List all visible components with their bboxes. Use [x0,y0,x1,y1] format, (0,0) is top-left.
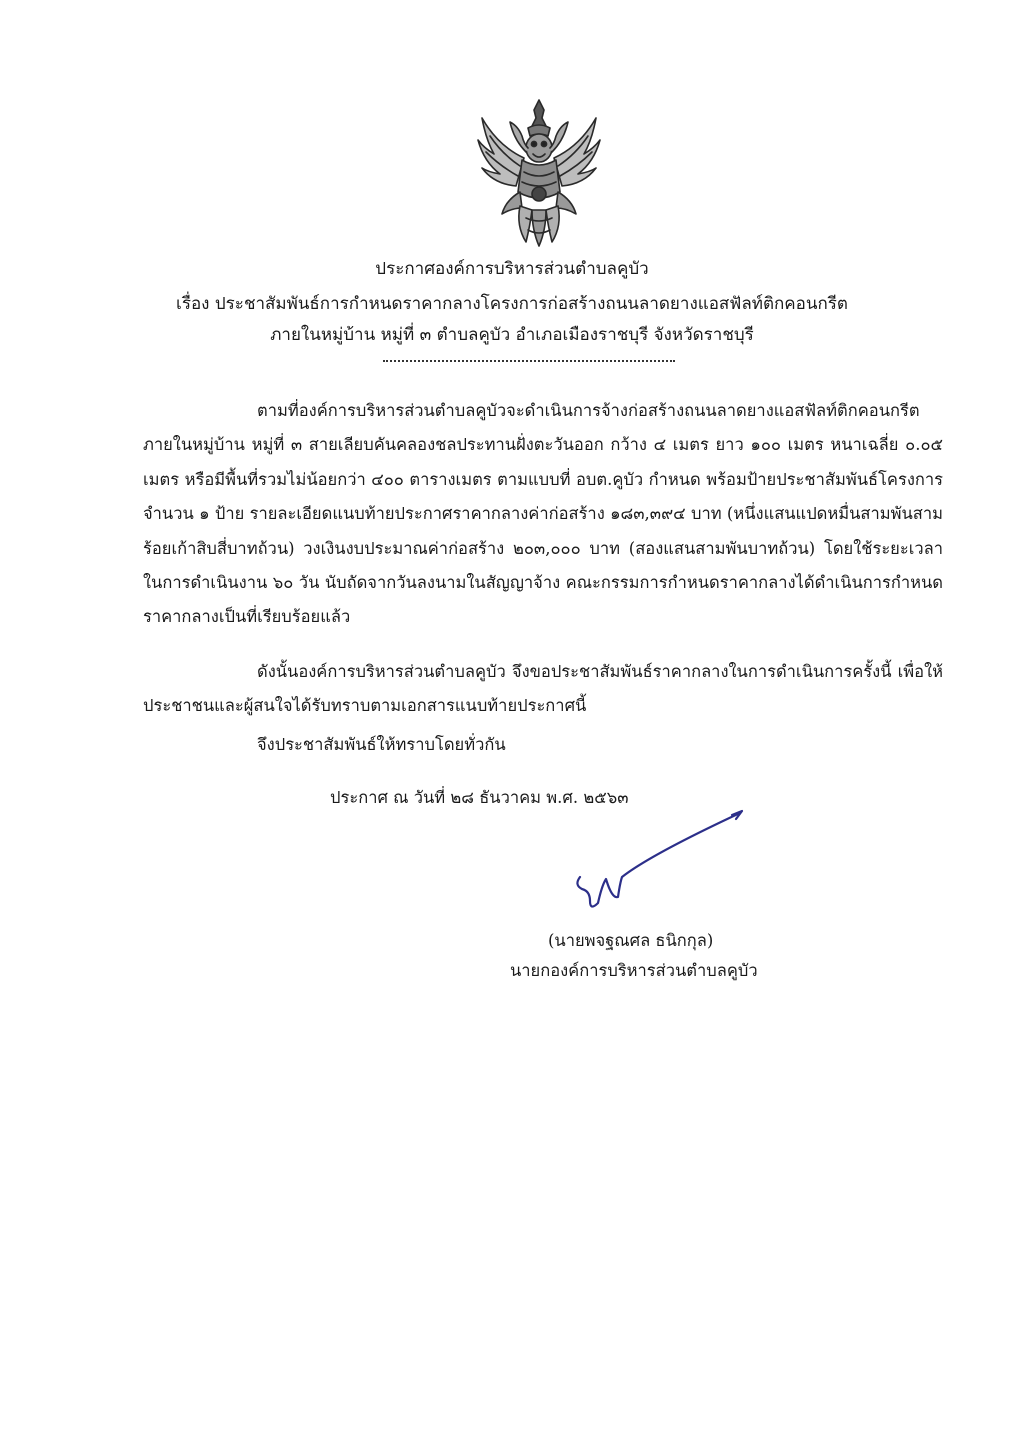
announcement-subject: เรื่อง ประชาสัมพันธ์การกำหนดราคากลางโครงการก่อสร้างถนนลาดยางแอสฟัลท์ติกคอนกรีต [176,294,848,314]
announcement-location: ภายในหมู่บ้าน หมู่ที่ ๓ ตำบลคูบัว อำเภอเมืองราชบุรี จังหวัดราชบุรี [270,325,754,345]
signer-title: นายกองค์การบริหารส่วนตำบลคูบัว [510,961,758,980]
garuda-emblem-icon [476,96,602,248]
body-paragraph-2: ดังนั้นองค์การบริหารส่วนตำบลคูบัว จึงขอประชาสัมพันธ์ราคากลางในการดำเนินการครั้งนี้ เพื่อให้ประชาชนและผู้สนใจได้รับทราบตามเอกสารแนบท้ายประกาศนี้ [143,662,943,716]
announcement-date: ประกาศ ณ วันที่ ๒๘ ธันวาคม พ.ศ. ๒๕๖๓ [330,788,629,807]
dotted-divider [383,360,675,362]
signer-name: (นายพจฐณศล ธนิกกุล) [548,931,714,950]
signature-mark [560,805,750,915]
body-paragraph-3: จึงประชาสัมพันธ์ให้ทราบโดยทั่วกัน [257,735,506,754]
announcement-title: ประกาศองค์การบริหารส่วนตำบลคูบัว [375,259,649,279]
body-paragraph-1: ตามที่องค์การบริหารส่วนตำบลคูบัวจะดำเนินการจ้างก่อสร้างถนนลาดยางแอสฟัลท์ติกคอนกรีต ภายในหมู่บ้าน หมู่ที่ ๓ สายเลียบคันคลองชลประทานฝั่งตะวันออก กว้าง ๔ เมตร ยาว ๑๐๐ เมตร หนาเฉลี่ย ๐.๐๕ เมตร หรือมีพื้นที่รวมไม่น้อยกว่า ๔๐๐ ตารางเมตร ตามแบบที่ อบต.คูบัว กำหนด พร้อมป้ายประชาสัมพันธ์โครงการจำนวน ๑ ป้าย รายละเอียดแนบท้ายประกาศราคากลางค่าก่อสร้าง ๑๘๓,๓๙๔ บาท (หนึ่งแสนแปดหมื่นสามพันสามร้อยเก้าสิบสี่บาทถ้วน) วงเงินงบประมาณค่าก่อสร้าง ๒๐๓,๐๐๐ บาท (สองแสนสามพันบาทถ้วน) โดยใช้ระยะเวลาในการดำเนินงาน ๖๐ วัน นับถัดจากวันลงนามในสัญญาจ้าง คณะกรรมการกำหนดราคากลางได้ดำเนินการกำหนดราคากลางเป็นที่เรียบร้อยแล้ว [143,401,943,627]
